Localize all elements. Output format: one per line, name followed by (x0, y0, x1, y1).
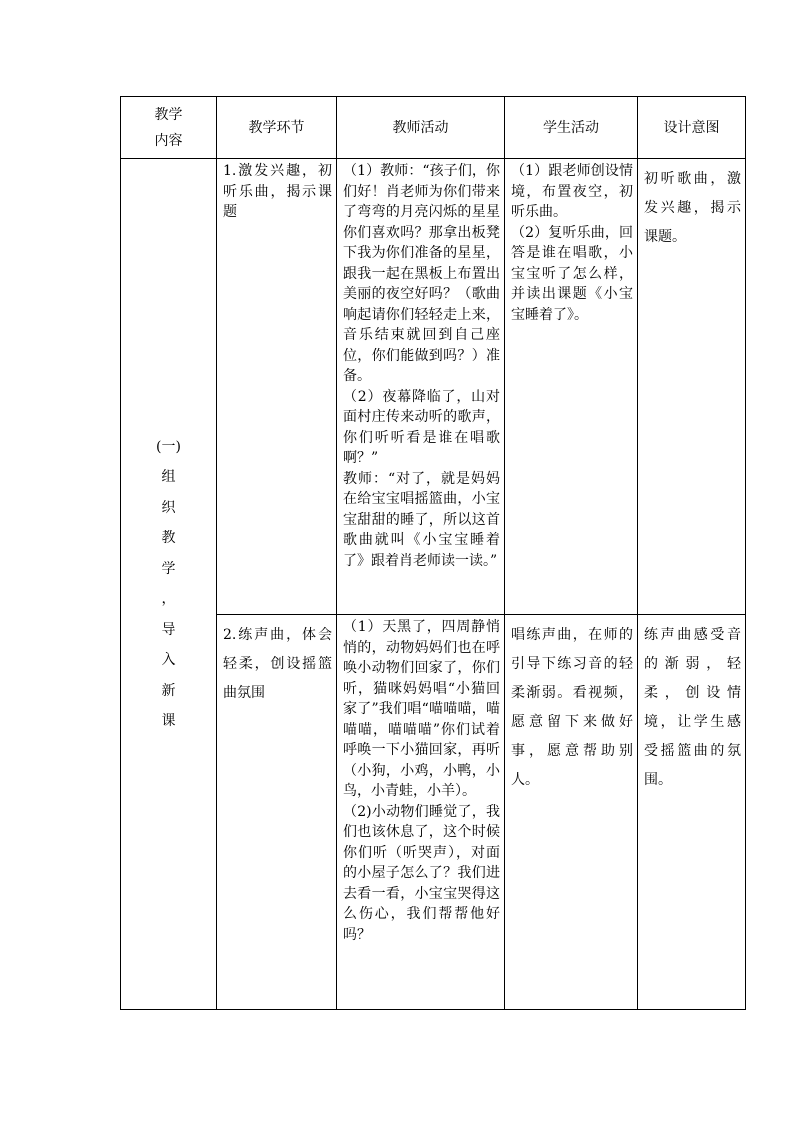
stage-cell (217, 159, 337, 615)
student-activity-cell (505, 615, 638, 1010)
student-paragraph: 唱练声曲，在师的引导下练习音的轻柔渐弱。看视频，愿意留下来做好事，愿意帮助别人。 (511, 627, 633, 788)
intent-text: 初听歌曲，激发兴趣，揭示课题。 (644, 171, 741, 245)
lesson-plan-table (120, 96, 746, 1010)
header-design-intent: 设计意图 (638, 97, 746, 159)
section-char: 导 (161, 621, 176, 638)
intent-text: 练声曲感受音的渐弱，轻柔，创设情境，让学生感受摇篮曲的氛围。 (644, 627, 741, 788)
teacher-paragraph: （2）夜幕降临了，山对面村庄传来动听的歌声，你们听听看是谁在唱歌啊？” (343, 388, 500, 466)
design-intent-cell (638, 615, 746, 1010)
table-row (121, 159, 746, 615)
section-char: 织 (161, 499, 176, 516)
section-char: 教 (161, 530, 176, 546)
section-char: (一) (156, 438, 181, 455)
section-char: 入 (161, 652, 176, 668)
section-char: 学 (161, 560, 176, 577)
header-student-activity: 学生活动 (505, 97, 638, 159)
teacher-paragraph: （1）天黑了，四周静悄悄的，动物妈妈们也在呼唤小动物们回家了，你们听，猫咪妈妈唱“小猫回家了”我们唱“喵喵喵，喵喵喵，喵喵喵”你们试着呼唤一下小猫回家，再听（小狗，小鸡，小鸭，小鸟，小青蛙，小羊）。 (343, 619, 500, 799)
section-char: 课 (161, 713, 176, 729)
stage-text: 2.练声曲，体会轻柔，创设摇篮曲氛围 (223, 627, 332, 701)
student-paragraph: （1）跟老师创设情境，布置夜空，初听乐曲。 (511, 163, 633, 220)
header-teaching-stage: 教学环节 (217, 97, 337, 159)
section-label (121, 159, 217, 1010)
header-row (121, 97, 746, 159)
header-teaching-content-line2: 内容 (154, 132, 183, 149)
header-teaching-content-line1: 教学 (154, 106, 183, 123)
section-char: ， (161, 591, 176, 607)
student-paragraph: （2）复听乐曲，回答是谁在唱歌，小宝宝听了怎么样，并读出课题《小宝宝睡着了》。 (511, 224, 633, 323)
stage-text: 1.激发兴趣，初听乐曲，揭示课题 (223, 163, 332, 220)
section-char: 新 (161, 682, 176, 699)
stage-cell (217, 615, 337, 1010)
header-teaching-content (121, 97, 217, 159)
teacher-paragraph: （1）教师：“孩子们，你们好！肖老师为你们带来了弯弯的月亮闪烁的星星你们喜欢吗？那拿出板凳下我为你们准备的星星，跟我一起在黑板上布置出美丽的夜空好吗？（歌曲响起请你们轻轻走上来，音乐结束就回到自己座位，你们能做到吗？）准备。 (343, 163, 500, 384)
design-intent-cell (638, 159, 746, 615)
teacher-paragraph: 教师：“对了，就是妈妈在给宝宝唱摇篮曲，小宝宝甜甜的睡了，所以这首歌曲就叫《小宝宝睡着了》跟着肖老师读一读。” (343, 470, 500, 569)
teacher-paragraph: （2)小动物们睡觉了，我们也该休息了，这个时候你们听（听哭声），对面的小屋子怎么了？我们进去看一看，小宝宝哭得这么伤心，我们帮帮他好吗？ (343, 803, 500, 943)
teacher-activity-cell (337, 615, 505, 1010)
header-teacher-activity: 教师活动 (337, 97, 505, 159)
section-char: 组 (161, 469, 176, 485)
student-activity-cell (505, 159, 638, 615)
teacher-activity-cell (337, 159, 505, 615)
